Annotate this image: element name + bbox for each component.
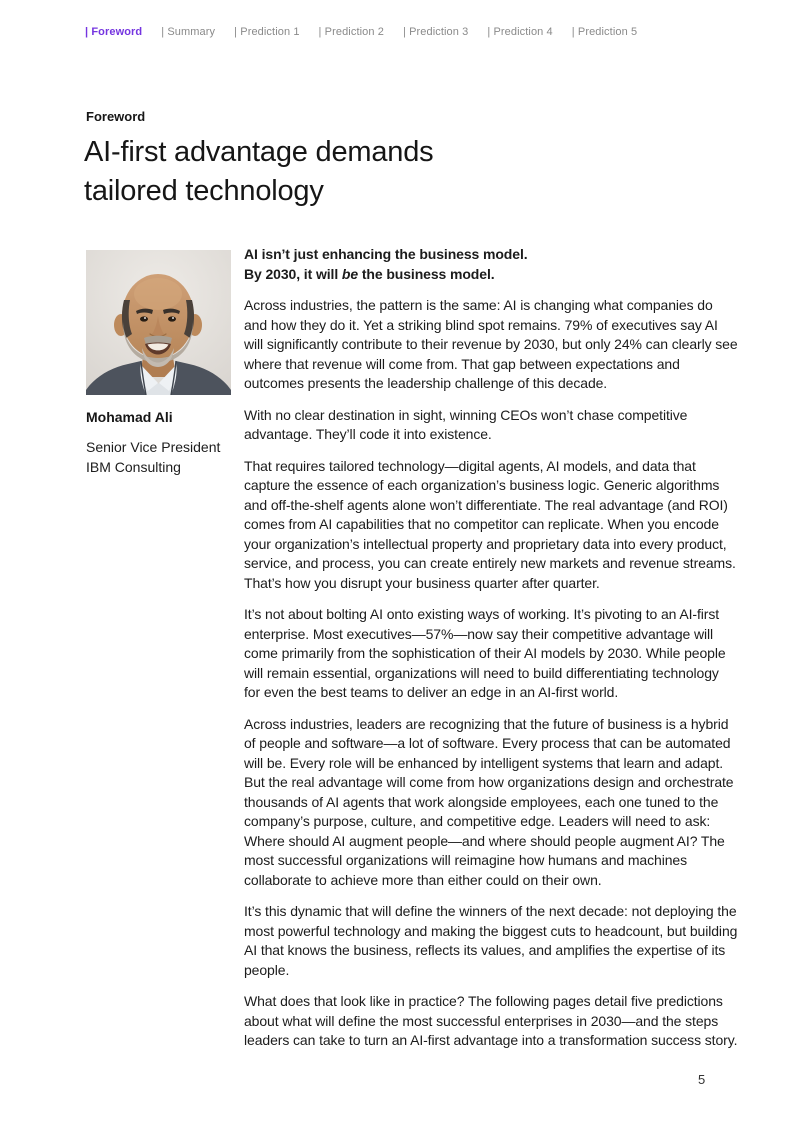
intro-line-2-post: the business model. (358, 265, 495, 282)
section-label: Foreword (86, 109, 146, 124)
body-paragraph-3: That requires tailored technology—digital agents, AI models, and data that capture the essence of each organization’s business logic. Generic algorithms and off-the-shelf agents alone won’t differentiate. The real advantage (and ROI) comes from AI capabilities that no competitor can replicate. When you encode your organization’s intellectual property and proprietary data into every product, service, and process, you can create entirely new markets and revenue streams. That’s how you disrupt your business quarter after quarter. (244, 457, 736, 591)
page-title-line-2: tailored technology (84, 175, 324, 207)
author-title (86, 437, 238, 477)
intro-line-2-italic: be (341, 265, 359, 282)
body-paragraph-2: With no clear destination in sight, winning CEOs won’t chase competitive advantage. They’ll code it into existence. (244, 406, 688, 442)
author-block (86, 250, 238, 477)
page-title-line-1: AI-first advantage demands (84, 136, 434, 168)
nav-item-foreword[interactable]: | Foreword (85, 26, 143, 38)
nav-item-summary[interactable]: | Summary (161, 26, 216, 38)
nav-item-prediction-1[interactable]: | Prediction 1 (234, 26, 300, 38)
nav-item-prediction-2[interactable]: | Prediction 2 (318, 26, 384, 38)
body-paragraph-4: It’s not about bolting AI onto existing ways of working. It’s pivoting to an AI-first enterprise. Most executives—57%—now say their competitive advantage will come primarily from the sophistication of their AI models by 2030. While people will remain essential, organizations will need to build differentiating technology for even the best teams to deliver an edge in an AI-first world. (244, 606, 726, 700)
author-title-line-2: IBM Consulting (86, 459, 181, 475)
top-navigation (85, 26, 637, 38)
author-portrait-image (86, 250, 231, 395)
article-body (244, 245, 738, 1063)
body-paragraph-1: Across industries, the pattern is the same: AI is changing what companies do and how they do it. Yet a striking blind spot remains. 79% of executives say AI will significantly contribute to their revenue by 2030, but only 24% can clearly see where that revenue will come from. That gap between expectations and outcomes presents the leadership challenge of this decade. (244, 297, 738, 391)
page-title (84, 133, 433, 211)
body-paragraph-6: It’s this dynamic that will define the winners of the next decade: not deploying the most powerful technology and making the biggest cuts to headcount, but building AI that knows the business, reflects its values, and amplifies the expertise of its people. (244, 903, 738, 978)
nav-item-prediction-3[interactable]: | Prediction 3 (402, 26, 469, 38)
intro-line-1: AI isn’t just enhancing the business model. (244, 246, 528, 262)
body-paragraph-5: Across industries, leaders are recognizing that the future of business is a hybrid of people and software—a lot of software. Every process that can be automated will be. Every role will be enhanced by intelligent systems that learn and adapt. But the real advantage will come from how organizations design and orchestrate thousands of AI agents that work alongside employees, each one tuned to the company’s purpose, culture, and competitive edge. Leaders will need to ask: Where should AI augment people—and where should people augment AI? The most successful organizations will reimagine how humans and machines collaborate to achieve more than either could on their own. (244, 715, 734, 888)
author-title-line-1: Senior Vice President (86, 439, 221, 455)
page-number: 5 (698, 1072, 706, 1087)
nav-item-prediction-4[interactable]: | Prediction 4 (487, 26, 553, 38)
nav-item-prediction-5[interactable]: | Prediction 5 (571, 26, 638, 38)
author-name: Mohamad Ali (86, 409, 173, 425)
intro-statement (244, 245, 738, 284)
intro-line-2-pre: By 2030, it will (244, 265, 342, 282)
body-paragraph-7: What does that look like in practice? The following pages detail five predictions about what will define the most successful enterprises in 2030—and the steps leaders can take to turn an AI-first advantage into a transformation success story. (244, 993, 738, 1048)
